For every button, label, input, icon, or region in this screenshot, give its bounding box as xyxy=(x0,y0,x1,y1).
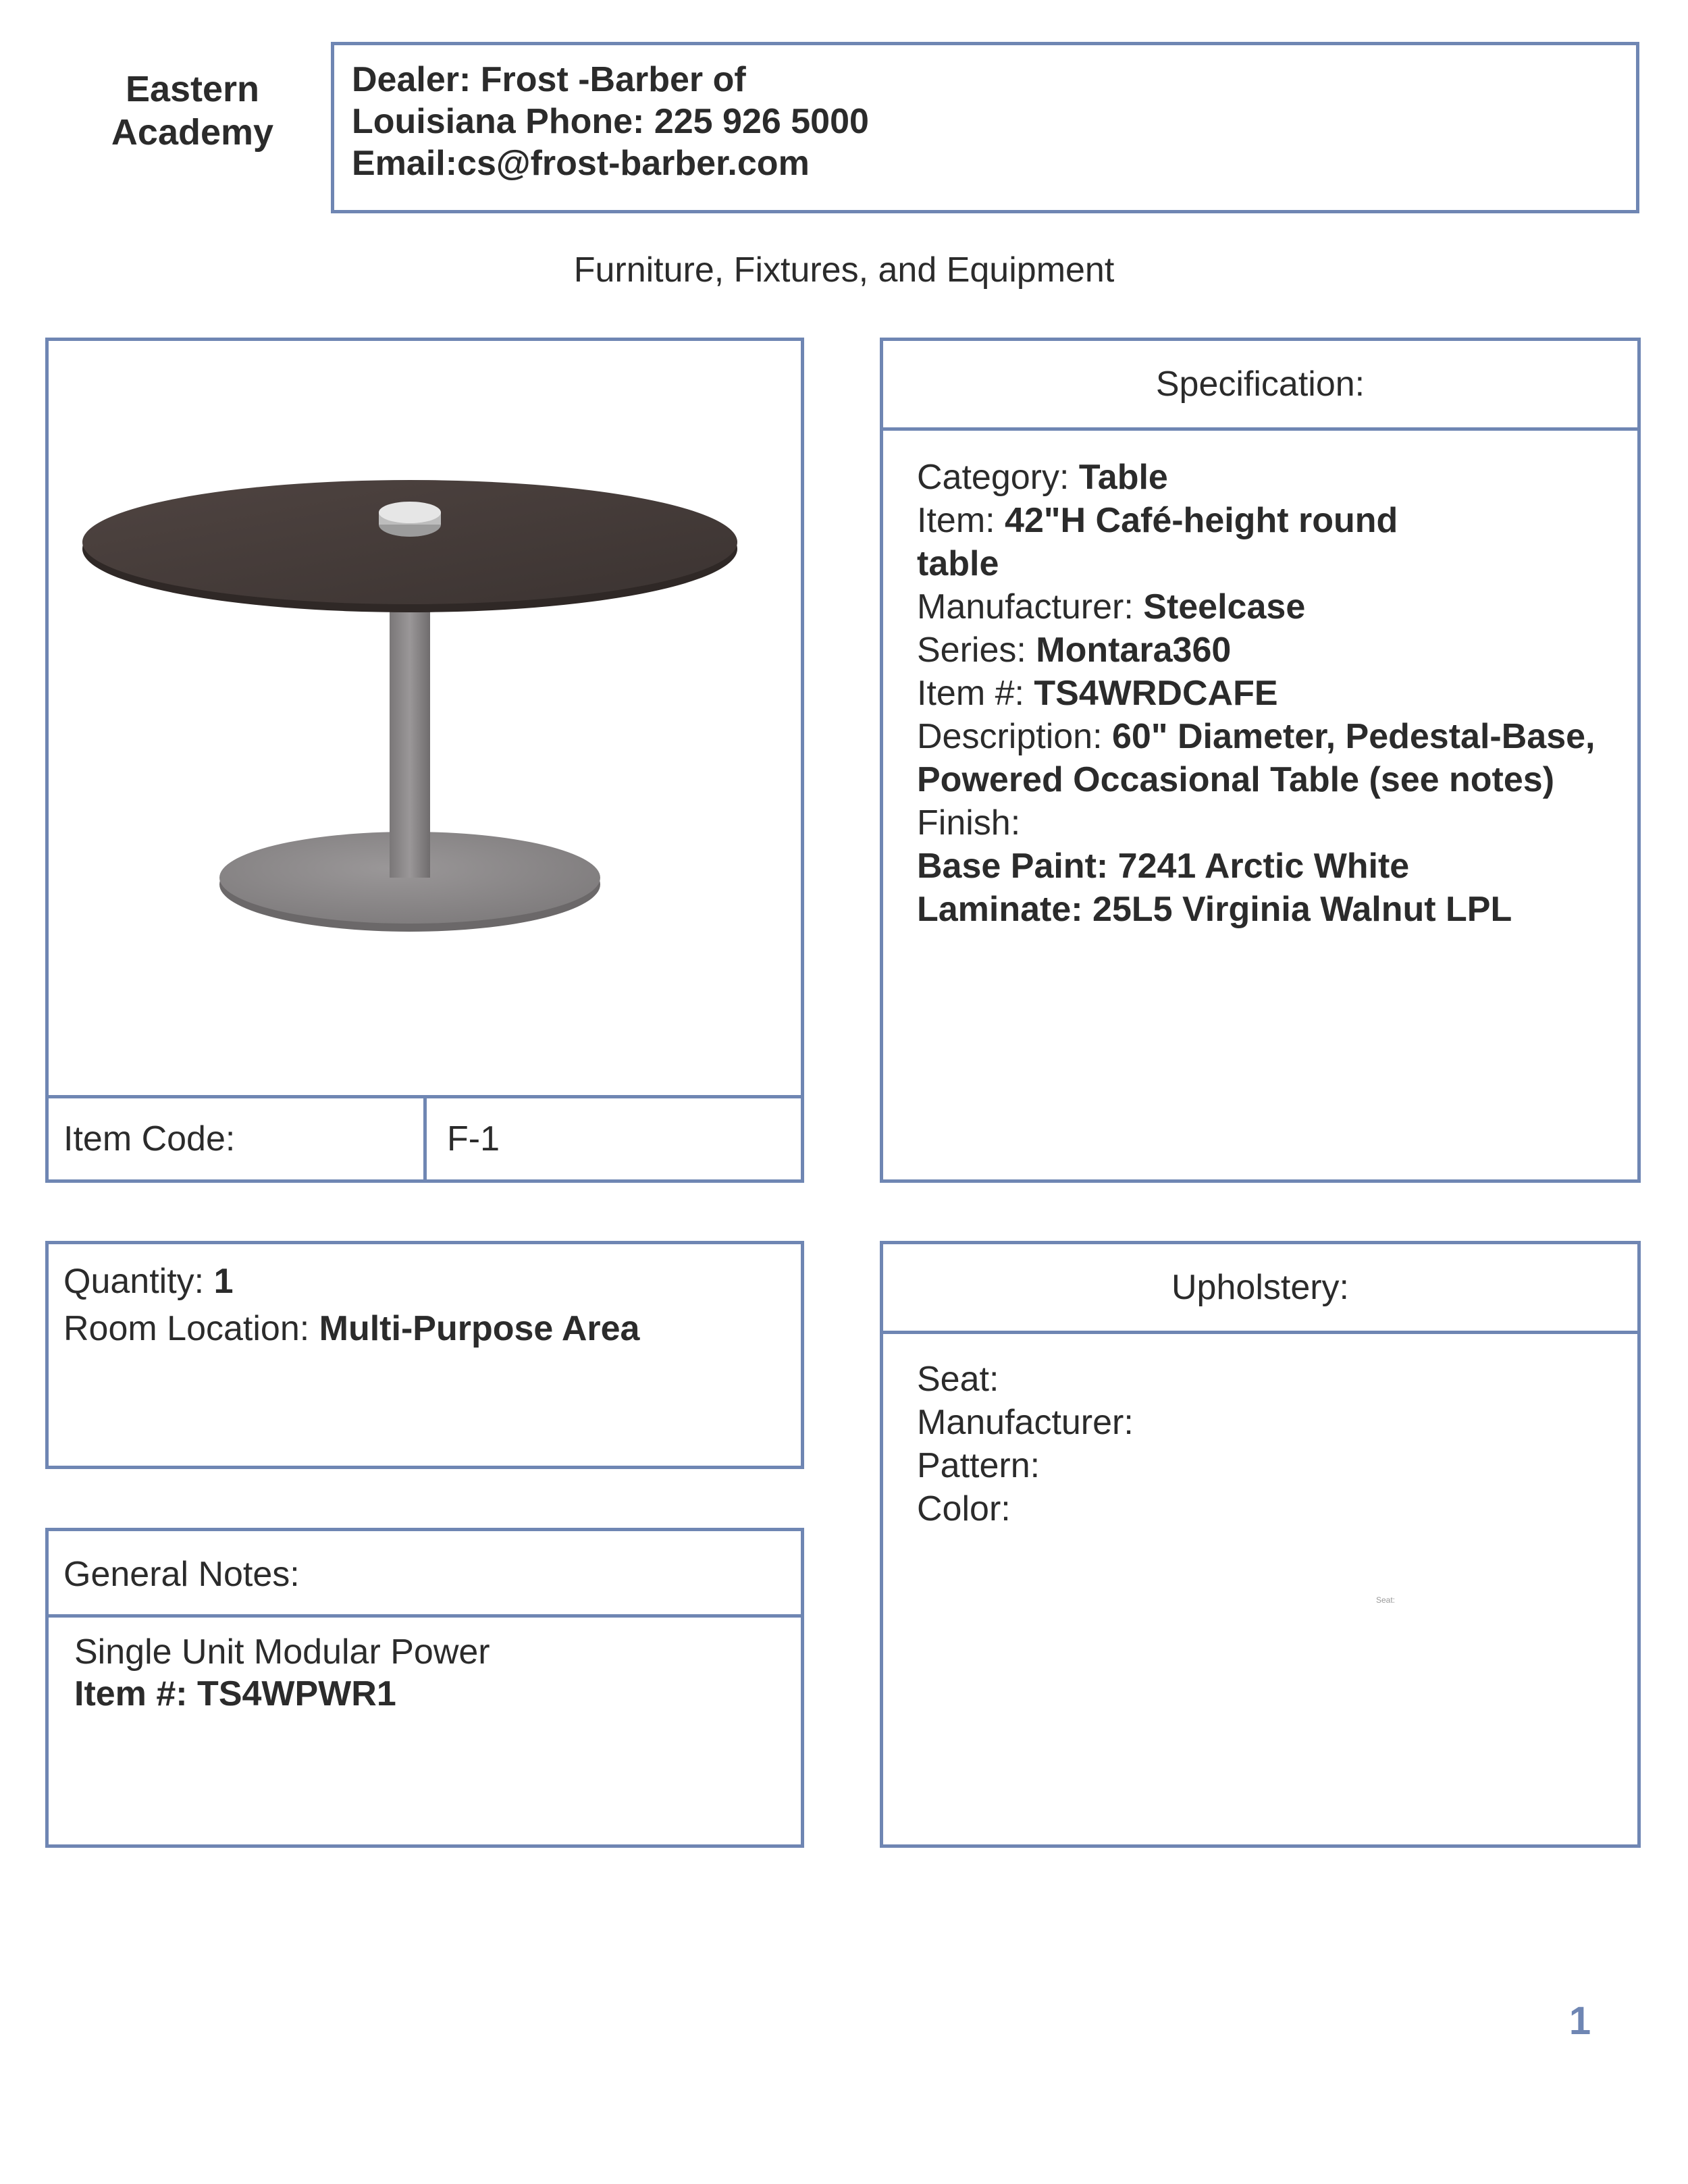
cafe-table-illustration xyxy=(49,341,801,1095)
upholstery-details xyxy=(917,1358,1134,1530)
spec-base-paint: Base Paint: 7241 Arctic White xyxy=(917,847,1410,886)
general-notes-content xyxy=(74,1631,781,1715)
quantity-box xyxy=(45,1241,804,1469)
spec-manufacturer: Manufacturer: Steelcase xyxy=(917,587,1306,627)
spec-item-number: Item #: TS4WRDCAFE xyxy=(917,674,1278,713)
room-location-line: Room Location: Multi-Purpose Area xyxy=(63,1309,640,1348)
section-title: Furniture, Fixtures, and Equipment xyxy=(573,250,1115,290)
spec-finish-label: Finish: xyxy=(917,803,1021,843)
quantity-line: Quantity: 1 xyxy=(63,1262,234,1301)
item-code-value: F-1 xyxy=(447,1119,500,1158)
upholstery-manufacturer-label: Manufacturer: xyxy=(917,1403,1134,1442)
general-notes-box xyxy=(45,1528,804,1848)
notes-line-2: Item #: TS4WPWR1 xyxy=(74,1674,396,1713)
page-number: 1 xyxy=(1568,1999,1591,2043)
spec-series: Series: Montara360 xyxy=(917,631,1232,670)
dealer-line-3: Email:cs@frost-barber.com xyxy=(352,144,810,183)
dealer-line-1: Dealer: Frost -Barber of xyxy=(352,60,746,99)
upholstery-color-label: Color: xyxy=(917,1489,1011,1528)
upholstery-seat-label: Seat: xyxy=(917,1360,999,1399)
upholstery-pattern-label: Pattern: xyxy=(917,1446,1040,1485)
dealer-line-2: Louisiana Phone: 225 926 5000 xyxy=(352,102,869,141)
spec-item: Item: 42"H Café-height round table xyxy=(917,501,1398,583)
spec-laminate: Laminate: 25L5 Virginia Walnut LPL xyxy=(917,890,1512,929)
spec-description: Description: 60" Diameter, Pedestal-Base, Powered Occasional Table (see notes) xyxy=(917,717,1595,799)
specification-details xyxy=(917,456,1610,931)
upholstery-tiny-label: Seat: xyxy=(1376,1595,1396,1605)
item-code-label: Item Code: xyxy=(49,1098,427,1179)
notes-line-1: Single Unit Modular Power xyxy=(74,1632,490,1672)
specification-box xyxy=(880,338,1641,1183)
dealer-info-box xyxy=(331,42,1639,213)
upholstery-box xyxy=(880,1241,1641,1848)
school-name: Eastern Academy xyxy=(111,69,274,153)
product-image-area xyxy=(49,341,801,1098)
general-notes-title: General Notes: xyxy=(49,1531,801,1618)
spec-category: Category: Table xyxy=(917,458,1168,497)
upholstery-title: Upholstery: xyxy=(883,1244,1637,1334)
specification-title: Specification: xyxy=(883,341,1637,431)
product-image-box xyxy=(45,338,804,1183)
